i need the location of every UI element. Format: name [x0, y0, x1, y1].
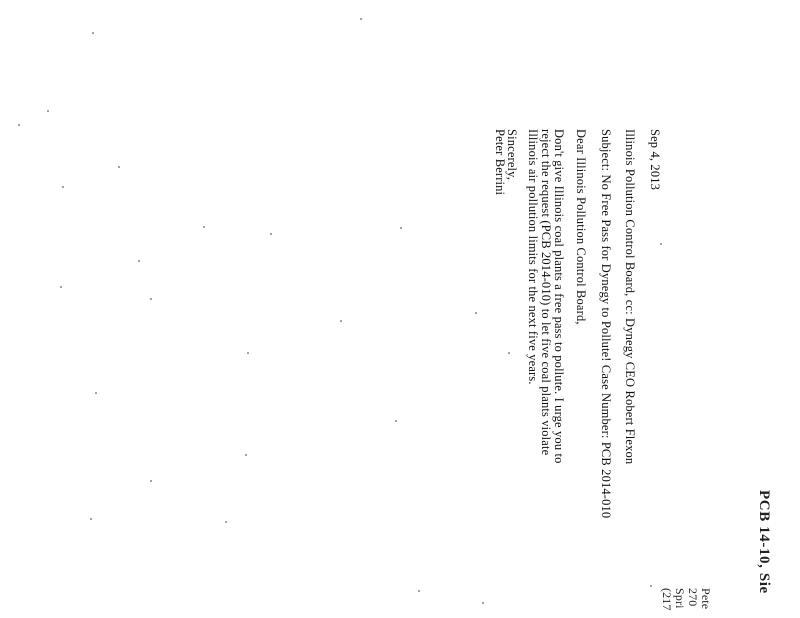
- sender-line-1: Pete: [699, 588, 713, 610]
- scan-speck: [660, 243, 662, 245]
- scan-speck: [418, 590, 420, 592]
- scan-speck: [360, 18, 362, 20]
- scan-speck: [118, 166, 120, 168]
- scan-speck: [47, 110, 49, 112]
- letter-date: Sep 4, 2013: [648, 129, 662, 191]
- scan-speck: [245, 454, 247, 456]
- scan-speck: [60, 286, 62, 288]
- scan-speck: [225, 521, 227, 523]
- scan-speck: [92, 32, 94, 34]
- scan-speck: [247, 352, 249, 354]
- scan-speck: [400, 227, 402, 229]
- scan-speck: [95, 392, 97, 394]
- scan-speck: [62, 186, 64, 188]
- body-line-3: Illinois air pollution limits for the next five years.: [526, 129, 540, 385]
- letter-subject: Subject: No Free Pass for Dynegy to Pollute! Case Number: PCB 2014-010: [599, 129, 613, 519]
- scan-speck: [150, 298, 152, 300]
- sender-line-2: 270: [686, 588, 700, 607]
- letter-recipients: Illinois Pollution Control Board, cc: Dynegy CEO Robert Flexon: [623, 129, 637, 465]
- letter-signature: Peter Berrini: [493, 129, 507, 196]
- scan-speck: [270, 233, 272, 235]
- scan-speck: [482, 602, 484, 604]
- scan-speck: [650, 585, 652, 587]
- scan-speck: [18, 124, 20, 126]
- scan-speck: [395, 420, 397, 422]
- scan-speck: [340, 320, 342, 322]
- letter-salutation: Dear Illinois Pollution Control Board,: [574, 129, 588, 325]
- scan-speck: [508, 352, 510, 354]
- letter-closing: Sincerely,: [505, 129, 519, 181]
- sender-line-4: (217: [660, 588, 674, 611]
- scan-speck: [475, 312, 477, 314]
- scan-speck: [203, 226, 205, 228]
- scan-speck: [138, 260, 140, 262]
- scan-speck: [150, 480, 152, 482]
- body-line-1: Don't give Illinois coal plants a free pass to pollute. I urge you to: [552, 129, 566, 464]
- case-header: PCB 14-10, Sie: [756, 490, 772, 594]
- sender-line-3: Spri: [673, 588, 687, 609]
- scan-speck: [90, 518, 92, 520]
- body-line-2: reject the request (PCB 2014-010) to let five coal plants violate: [539, 129, 553, 456]
